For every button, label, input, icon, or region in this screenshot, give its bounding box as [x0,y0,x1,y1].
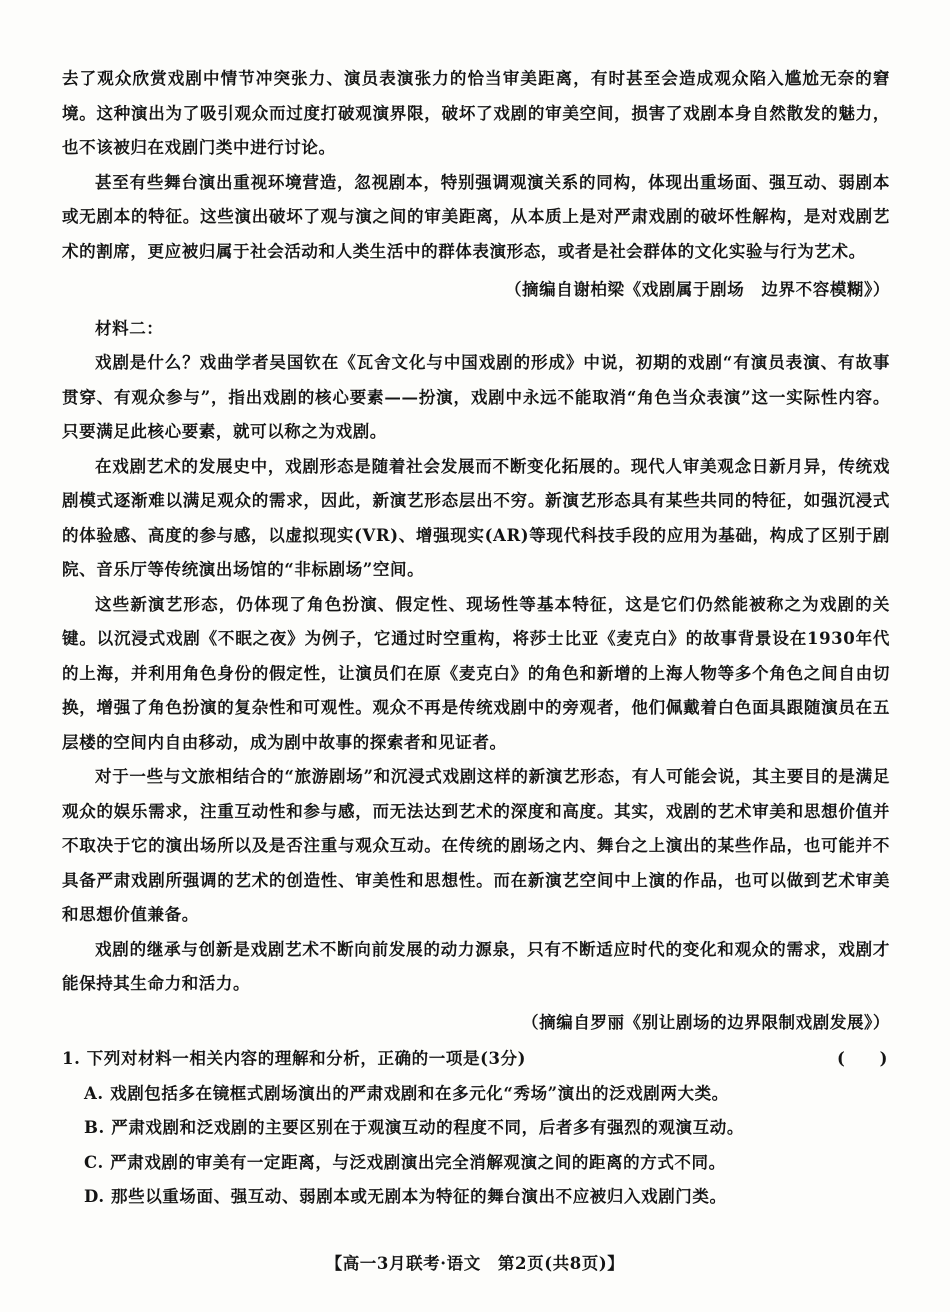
material1-source: （摘编自谢柏梁《戏剧属于剧场 边界不容模糊》） [504,280,890,299]
material2-paragraph-2: 在戏剧艺术的发展史中，戏剧形态是随着社会发展而不断变化拓展的。现代人审美观念日新月异，传统戏剧模式逐渐难以满足观众的需求，因此，新演艺形态层出不穷。新演艺形态具有某些共同的特征，如强沉浸式的体验感、高度的参与感，以虚拟现实(VR)、增强现实(AR)等现代科技手段的应用为基础，构成了区别于剧院、音乐厅等传统演出场馆的“非标剧场”空间。 [62,456,890,579]
answer-bracket: ( ) [836,1049,888,1068]
page-footer: 【高一3月联考·语文 第2页(共8页)】 [325,1254,625,1273]
option-d: D. 那些以重场面、强互动、弱剧本或无剧本为特征的舞台演出不应被归入戏剧门类。 [84,1187,727,1206]
option-c: C. 严肃戏剧的审美有一定距离，与泛戏剧演出完全消解观演之间的距离的方式不同。 [84,1152,726,1172]
question-1 [62,1042,890,1077]
material2-heading: 材料二： [95,318,164,338]
material2-paragraph-1: 戏剧是什么？戏曲学者吴国钦在《瓦舍文化与中国戏剧的形成》中说，初期的戏剧“有演员表演、有故事贯穿、有观众参与”，指出戏剧的核心要素——扮演，戏剧中永远不能取消“角色当众表演”这一实际性内容。只要满足此核心要素，就可以称之为戏剧。 [62,353,890,441]
material2-paragraph-5: 戏剧的继承与创新是戏剧艺术不断向前发展的动力源泉，只有不断适应时代的变化和观众的需求，戏剧才能保持其生命力和活力。 [62,939,890,993]
material2-paragraph-3: 这些新演艺形态，仍体现了角色扮演、假定性、现场性等基本特征，这是它们仍然能被称之为戏剧的关键。以沉浸式戏剧《不眠之夜》为例子，它通过时空重构，将莎士比亚《麦克白》的故事背景设在1930年代的上海，并利用角色身份的假定性，让演员们在原《麦克白》的角色和新增的上海人物等多个角色之间自由切换，增强了角色扮演的复杂性和可观性。观众不再是传统戏剧中的旁观者，他们佩戴着白色面具跟随演员在五层楼的空间内自由移动，成为剧中故事的探索者和见证者。 [62,594,890,752]
material1-paragraph-continued: 去了观众欣赏戏剧中情节冲突张力、演员表演张力的恰当审美距离，有时甚至会造成观众陷入尴尬无奈的窘境。这种演出为了吸引观众而过度打破观演界限，破坏了戏剧的审美空间，损害了戏剧本身自然散发的魅力，也不该被归在戏剧门类中进行讨论。 [62,69,890,157]
option-a: A. 戏剧包括多在镜框式剧场演出的严肃戏剧和在多元化“秀场”演出的泛戏剧两大类。 [84,1083,729,1103]
material2-source: （摘编自罗丽《别让剧场的边界限制戏剧发展》） [522,1012,890,1032]
material2-paragraph-4: 对于一些与文旅相结合的“旅游剧场”和沉浸式戏剧这样的新演艺形态，有人可能会说，其主要目的是满足观众的娱乐需求，注重互动性和参与感，而无法达到艺术的深度和高度。其实，戏剧的艺术审美和思想价值并不取决于它的演出场所以及是否注重与观众互动。在传统的剧场之内、舞台之上演出的某些作品，也可能并不具备严肃戏剧所强调的艺术的创造性、审美性和思想性。而在新演艺空间中上演的作品，也可以做到艺术审美和思想价值兼备。 [62,767,890,924]
question-1-stem: 1. 下列对材料一相关内容的理解和分析，正确的一项是(3分) [62,1049,527,1068]
material1-paragraph-2: 甚至有些舞台演出重视环境营造，忽视剧本，特别强调观演关系的同构，体现出重场面、强互动、弱剧本或无剧本的特征。这些演出破坏了观与演之间的审美距离，从本质上是对严肃戏剧的破坏性解构，是对戏剧艺术的割席，更应被归属于社会活动和人类生活中的群体表演形态，或者是社会群体的文化实验与行为艺术。 [62,172,890,261]
option-b: B. 严肃戏剧和泛戏剧的主要区别在于观演互动的程度不同，后者多有强烈的观演互动。 [84,1118,744,1137]
